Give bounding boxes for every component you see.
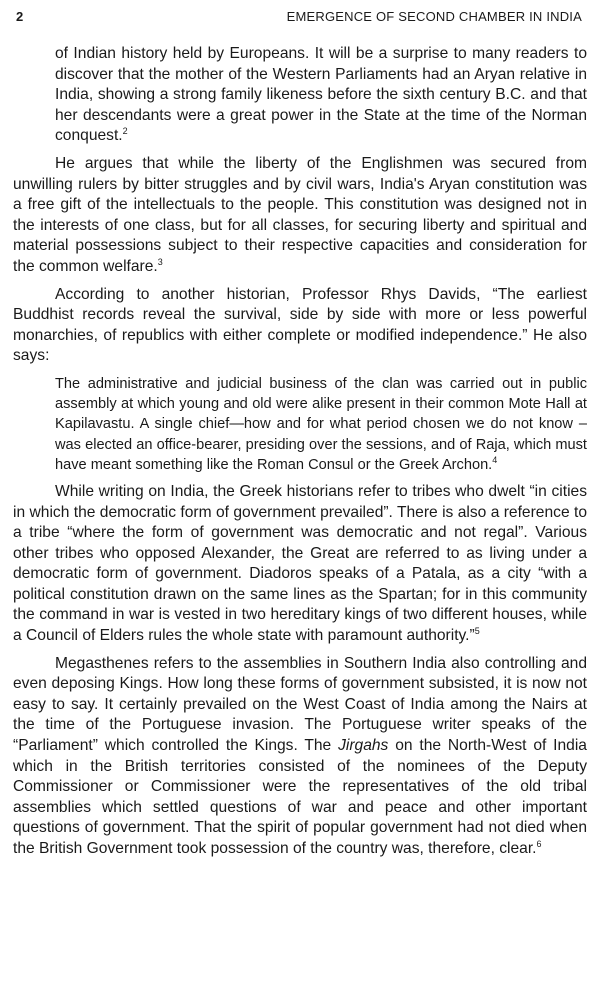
running-head: EMERGENCE OF SECOND CHAMBER IN INDIA (286, 9, 582, 24)
paragraph-rhys-davids (13, 285, 587, 367)
paragraph-text: on the North-West of India which in the British territories consisted of the nominees of the Deputy Commissioner or Commissioner were the representatives of the old tribal assemblies which settled questions of war and peace and other important questions of government. That the spirit of popular government had not died when the British Government took possession of the country was, therefore, clear. (13, 737, 587, 858)
paragraph-text: While writing on India, the Greek historians refer to tribes who dwelt “in cities in which the democratic form of government prevailed”. There is also a reference to a tribe “where the form of government was democratic and not regal”. Various other tribes who opposed Alexander, the Great are referred to as living under a democratic form of government. Diadoros speaks of a Patala, as a city “with a political constitution drawn on the same lines as the Spartan; for in this community the command in war is vested in two hereditary kings of two different houses, while a Council of Elders rules the whole state with paramount authority.” (13, 482, 587, 645)
footnote-marker: 5 (474, 625, 480, 636)
page-number: 2 (16, 9, 24, 24)
italic-term: Jirgahs (338, 737, 389, 755)
paragraph-greek-historians (13, 482, 587, 647)
footnote-marker: 2 (122, 126, 128, 137)
paragraph-text: He argues that while the liberty of the Englishmen was secured from unwilling rulers by bitter struggles and by civil wars, India's Aryan constitution was a free gift of the intellectuals to the people. This constitution was designed not in the interests of one class, but for all classes, for securing liberty and spiritual and material possessions subject to their respective capacities and consideration for the common welfare. (13, 154, 587, 275)
paragraph-text: of Indian history held by Europeans. It will be a surprise to many readers to discover that the mother of the Western Parliaments had an Aryan relative in India, showing a strong family likeness before the sixth century B.C. and that her descendants were a great power in the State at the time of the Norman conquest. (55, 45, 587, 145)
paragraph-he-argues (13, 154, 587, 278)
page-header (16, 9, 582, 29)
page-body (13, 44, 587, 860)
footnote-marker: 4 (492, 454, 498, 465)
block-quote (55, 374, 587, 475)
paragraph-megasthenes (13, 654, 587, 860)
paragraph-continuation (55, 44, 587, 147)
paragraph-text: Megasthenes refers to the assemblies in Southern India also controlling and even deposing Kings. How long these forms of government subsisted, it is now not easy to say. It certainly prevailed on the West Coast of India among the Nairs at the time of the Portuguese invasion. The Portuguese writer speaks of the “Parliament” which controlled the Kings. The (13, 654, 587, 755)
footnote-marker: 6 (536, 838, 542, 849)
quote-text: The administrative and judicial business of the clan was carried out in public assembly at which young and old were alike present in their common Mote Hall at Kapilavastu. A single chief—how and for what period chosen we do not know – was elected an office-bearer, presiding over the sessions, and of Raja, which must have meant something like the Roman Consul or the Greek Archon. (55, 375, 587, 473)
paragraph-text: According to another historian, Professor Rhys Davids, “The earliest Buddhist records reveal the survival, side by side with more or less powerful monarchies, of republics with either complete or modified independence.” He also says: (13, 285, 587, 365)
footnote-marker: 3 (157, 256, 163, 267)
